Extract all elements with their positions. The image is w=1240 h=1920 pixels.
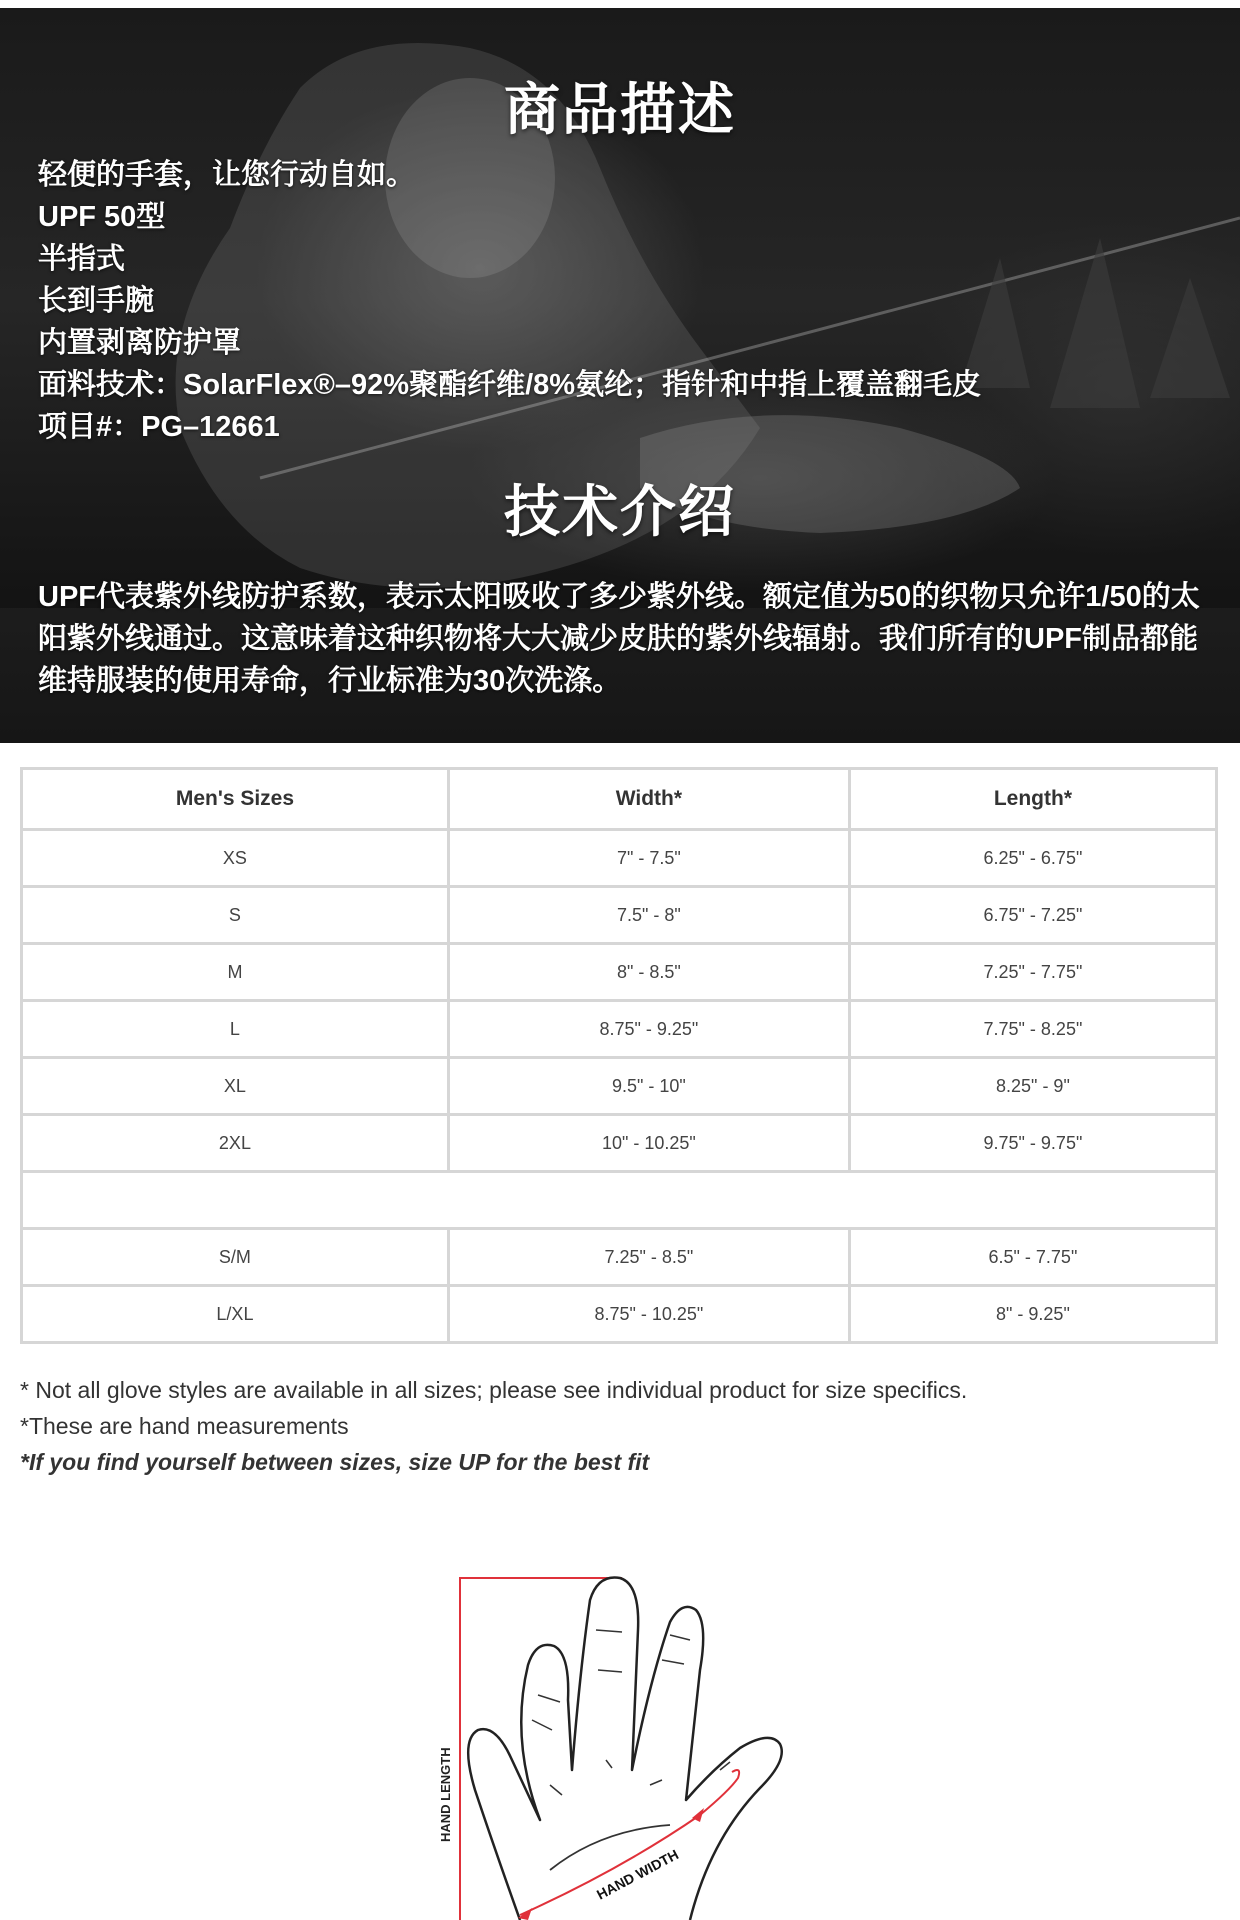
column-header-width: Width* <box>448 769 849 830</box>
table-cell: XL <box>22 1058 449 1115</box>
tech-title: 技术介绍 <box>504 480 736 543</box>
table-cell: L/XL <box>22 1286 449 1343</box>
column-header-length: Length* <box>849 769 1216 830</box>
hand-length-label: HAND LENGTH <box>438 1747 453 1842</box>
table-row <box>22 887 1217 944</box>
table-cell: 8" - 8.5" <box>448 944 849 1001</box>
table-cell: 8.75" - 10.25" <box>448 1286 849 1343</box>
table-cell: 7" - 7.5" <box>448 830 849 887</box>
table-row <box>22 1229 1217 1286</box>
table-cell: 8.75" - 9.25" <box>448 1001 849 1058</box>
table-row <box>22 944 1217 1001</box>
hand-width-label: HAND WIDTH <box>593 1846 682 1903</box>
column-header-size: Men's Sizes <box>22 769 449 830</box>
size-notes <box>20 1372 967 1480</box>
note-availability: * Not all glove styles are available in all sizes; please see individual product for size specifics. <box>20 1377 968 1403</box>
table-cell: 7.5" - 8" <box>448 887 849 944</box>
table-cell: XS <box>22 830 449 887</box>
table-cell: 2XL <box>22 1115 449 1172</box>
hand-outline <box>468 1577 782 1920</box>
table-cell: 8" - 9.25" <box>849 1286 1216 1343</box>
hand-measurement-diagram <box>400 1570 900 1920</box>
table-cell: S/M <box>22 1229 449 1286</box>
table-cell: M <box>22 944 449 1001</box>
table-row <box>22 1001 1217 1058</box>
table-cell: 7.75" - 8.25" <box>849 1001 1216 1058</box>
table-cell: S <box>22 887 449 944</box>
table-cell: 7.25" - 8.5" <box>448 1229 849 1286</box>
table-cell: 6.5" - 7.75" <box>849 1229 1216 1286</box>
hero-banner <box>0 8 1240 743</box>
description-item: 项目#：PG–12661 <box>38 411 280 443</box>
description-list <box>38 154 981 448</box>
table-cell: 6.75" - 7.25" <box>849 887 1216 944</box>
table-cell: 10" - 10.25" <box>448 1115 849 1172</box>
table-cell: 6.25" - 6.75" <box>849 830 1216 887</box>
table-cell: 9.5" - 10" <box>448 1058 849 1115</box>
description-item: UPF 50型 <box>38 201 166 233</box>
table-cell-empty <box>22 1172 1217 1229</box>
description-item: 面料技术：SolarFlex®–92%聚酯纤维/8%氨纶；指针和中指上覆盖翻毛皮 <box>38 369 982 401</box>
table-cell: 7.25" - 7.75" <box>849 944 1216 1001</box>
note-measurements: *These are hand measurements <box>20 1413 349 1439</box>
description-title: 商品描述 <box>504 78 736 141</box>
table-row <box>22 1286 1217 1343</box>
tech-description: UPF代表紫外线防护系数，表示太阳吸收了多少紫外线。额定值为50的织物只允许1/50的太阳紫外线通过。这意味着这种织物将大大减少皮肤的紫外线辐射。我们所有的UPF制品都能维持服装的使用寿命，行业标准为30次洗涤。 <box>38 581 1200 697</box>
description-item: 轻便的手套，让您行动自如。 <box>38 159 416 191</box>
description-item: 半指式 <box>38 243 126 275</box>
table-row <box>22 830 1217 887</box>
description-item: 内置剥离防护罩 <box>38 327 242 359</box>
note-fit-advice: *If you find yourself between sizes, size UP for the best fit <box>20 1449 650 1475</box>
table-header-row <box>22 769 1217 830</box>
table-cell: 8.25" - 9" <box>849 1058 1216 1115</box>
table-cell: 9.75" - 9.75" <box>849 1115 1216 1172</box>
table-row <box>22 1115 1217 1172</box>
table-row <box>22 1058 1217 1115</box>
description-item: 长到手腕 <box>38 285 155 317</box>
table-row-spacer <box>22 1172 1217 1229</box>
size-chart-table <box>20 767 1218 1344</box>
table-cell: L <box>22 1001 449 1058</box>
